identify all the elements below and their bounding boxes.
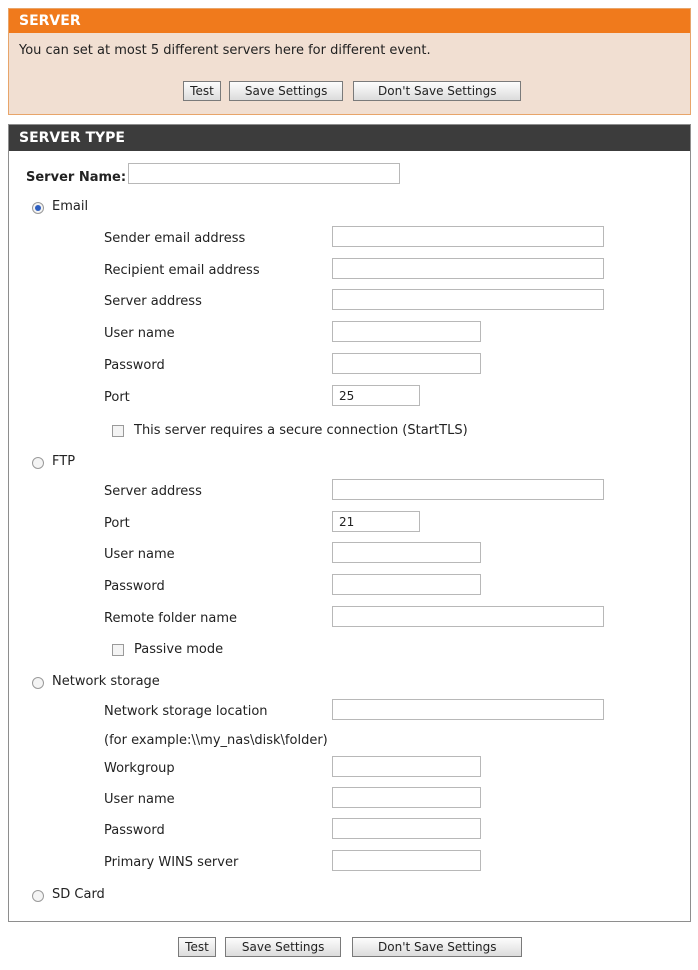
bottom-button-bar (178, 937, 522, 957)
email-sender-input[interactable] (332, 226, 604, 247)
network-location-input[interactable] (332, 699, 604, 720)
email-radio-label: Email (52, 199, 89, 214)
network-password-input[interactable] (332, 818, 481, 839)
ftp-server-input[interactable] (332, 479, 604, 500)
ftp-radio[interactable] (32, 457, 44, 469)
server-description: You can set at most 5 different servers here for different event. (19, 43, 431, 58)
email-password-label: Password (104, 358, 165, 373)
server-type-title: SERVER TYPE (9, 125, 690, 151)
ftp-user-input[interactable] (332, 542, 481, 563)
bottom-test-button[interactable]: Test (178, 937, 216, 957)
server-panel-title: SERVER (9, 9, 690, 33)
ftp-folder-input[interactable] (332, 606, 604, 627)
email-sender-label: Sender email address (104, 231, 246, 246)
bottom-save-settings-button[interactable]: Save Settings (225, 937, 341, 957)
email-password-input[interactable] (332, 353, 481, 374)
passive-mode-checkbox[interactable] (112, 644, 124, 656)
email-recipient-input[interactable] (332, 258, 604, 279)
email-port-label: Port (104, 390, 130, 405)
passive-mode-label: Passive mode (134, 642, 224, 657)
server-name-label: Server Name: (26, 170, 127, 185)
ftp-radio-label: FTP (52, 454, 76, 469)
save-settings-button[interactable]: Save Settings (229, 81, 343, 101)
starttls-checkbox[interactable] (112, 425, 124, 437)
email-radio[interactable] (32, 202, 44, 214)
wins-server-input[interactable] (332, 850, 481, 871)
ftp-password-input[interactable] (332, 574, 481, 595)
test-button[interactable]: Test (183, 81, 221, 101)
ftp-server-label: Server address (104, 484, 202, 499)
dont-save-settings-button[interactable]: Don't Save Settings (353, 81, 521, 101)
email-server-label: Server address (104, 294, 202, 309)
network-storage-radio-label: Network storage (52, 674, 160, 689)
sd-card-radio[interactable] (32, 890, 44, 902)
server-panel (8, 8, 691, 115)
server-name-input[interactable] (128, 163, 400, 184)
network-user-input[interactable] (332, 787, 481, 808)
bottom-dont-save-settings-button[interactable]: Don't Save Settings (352, 937, 522, 957)
wins-server-label: Primary WINS server (104, 855, 239, 870)
email-recipient-label: Recipient email address (104, 263, 260, 278)
starttls-label: This server requires a secure connection (StartTLS) (134, 423, 468, 438)
email-user-label: User name (104, 326, 175, 341)
workgroup-label: Workgroup (104, 761, 175, 776)
ftp-port-input[interactable] (332, 511, 420, 532)
email-port-input[interactable] (332, 385, 420, 406)
network-password-label: Password (104, 823, 165, 838)
ftp-user-label: User name (104, 547, 175, 562)
network-location-label: Network storage location (104, 704, 268, 719)
workgroup-input[interactable] (332, 756, 481, 777)
sd-card-radio-label: SD Card (52, 887, 105, 902)
network-storage-radio[interactable] (32, 677, 44, 689)
email-user-input[interactable] (332, 321, 481, 342)
ftp-port-label: Port (104, 516, 130, 531)
network-location-example: (for example:\\my_nas\disk\folder) (104, 733, 328, 748)
email-server-input[interactable] (332, 289, 604, 310)
ftp-folder-label: Remote folder name (104, 611, 238, 626)
network-user-label: User name (104, 792, 175, 807)
top-button-bar (183, 81, 521, 101)
ftp-password-label: Password (104, 579, 165, 594)
